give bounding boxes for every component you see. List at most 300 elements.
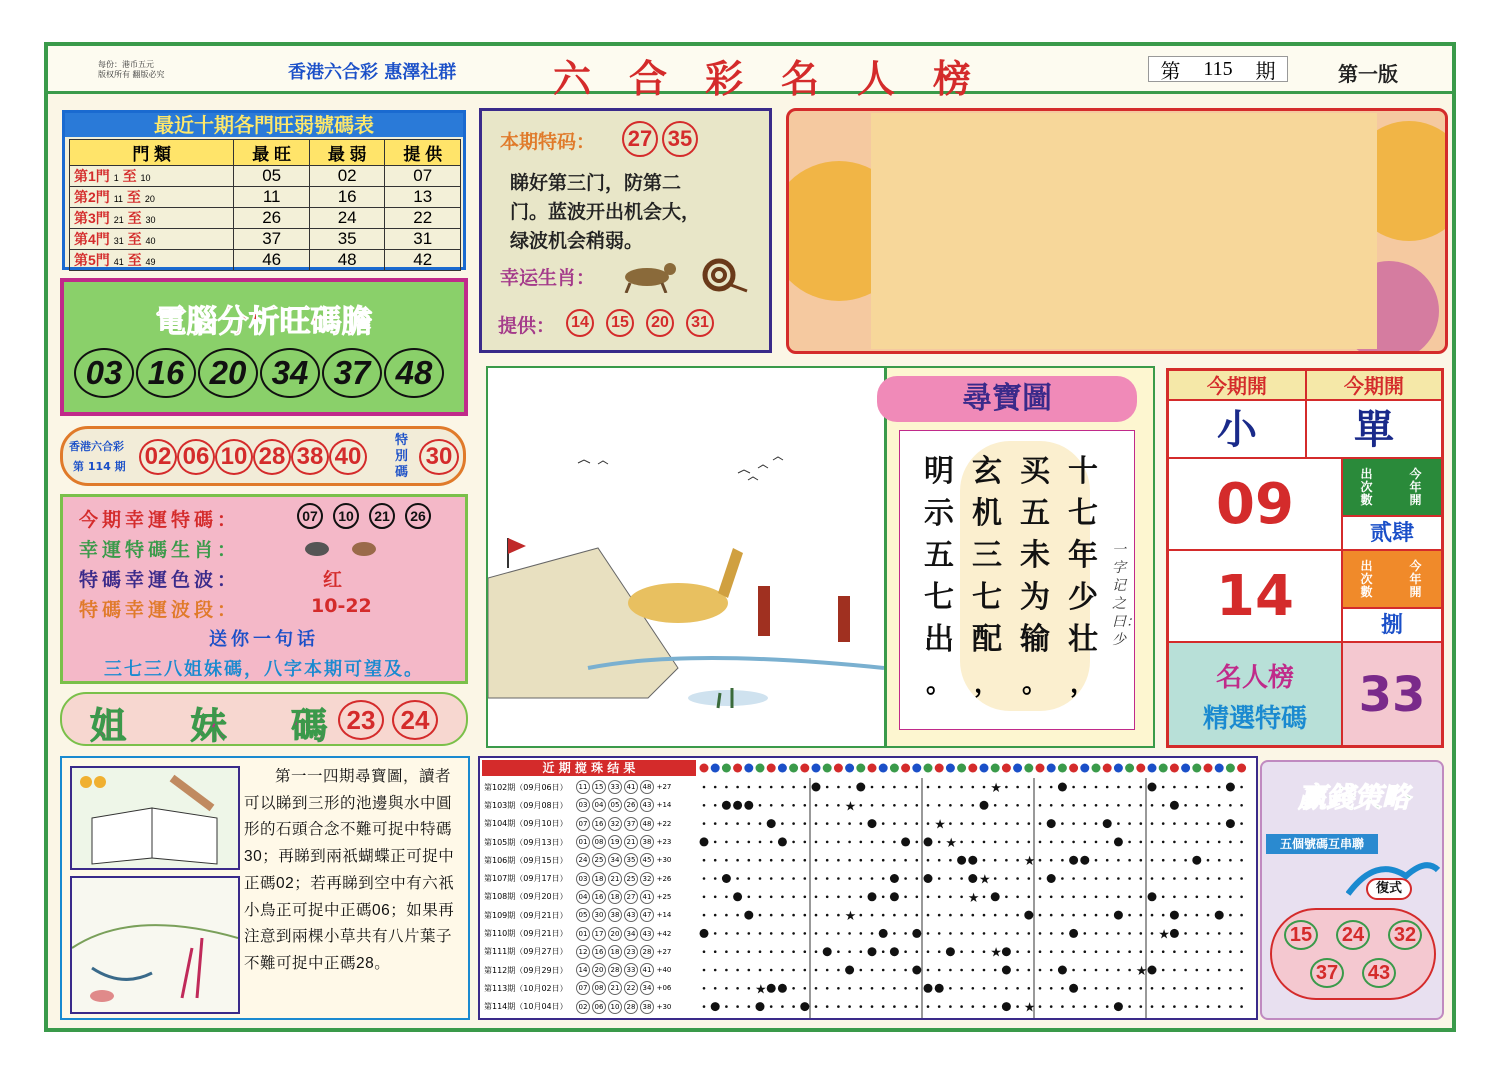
grid-dot [1028, 896, 1031, 899]
grid-dot [770, 969, 773, 972]
grid-dot [1039, 1005, 1042, 1008]
drawn-mark [1114, 837, 1123, 846]
provide-label: 提供： [498, 315, 556, 337]
grid-dot [1173, 877, 1176, 880]
grid-dot [860, 932, 863, 935]
grid-dot [1084, 786, 1087, 789]
drawn-mark [868, 819, 877, 828]
header-ball [980, 764, 989, 773]
grid-dot [1207, 804, 1210, 807]
grid-dot [960, 1005, 963, 1008]
grid-dot [916, 822, 919, 825]
grid-dot [748, 896, 751, 899]
grid-dot [1173, 969, 1176, 972]
header-ball [1125, 764, 1134, 773]
header-ball [901, 764, 910, 773]
header-ball [1159, 764, 1168, 773]
result-row [484, 815, 696, 833]
grid-dot [1005, 932, 1008, 935]
phrase-text: 三七三八姐妹碼，八字本期可望及。 [104, 659, 424, 680]
grid-dot [1173, 822, 1176, 825]
result-ball: 16 [592, 945, 606, 959]
header-ball [924, 764, 933, 773]
drawn-mark [845, 966, 854, 975]
grid-dot [1140, 950, 1143, 953]
grid-dot [1240, 841, 1243, 844]
grid-dot [848, 896, 851, 899]
page-title: 六合彩名人榜 [553, 56, 1010, 101]
grid-dot [736, 987, 739, 990]
grid-dot [1207, 914, 1210, 917]
grid-dot [1128, 914, 1131, 917]
grid-dot [882, 859, 885, 862]
grid-dot [960, 877, 963, 880]
drawn-mark [733, 892, 742, 901]
result-ball: +26 [656, 874, 672, 883]
book-icon [70, 766, 240, 870]
grid-dot [1229, 1005, 1232, 1008]
grid-dot [960, 932, 963, 935]
grid-dot [725, 987, 728, 990]
header-ball [778, 764, 787, 773]
grid-dot [1229, 859, 1232, 862]
header-ball [733, 764, 742, 773]
strategy-mode: 復式 [1366, 878, 1412, 900]
grid-dot [837, 914, 840, 917]
result-ball: 16 [592, 817, 606, 831]
grid-dot [792, 896, 795, 899]
header-ball [789, 764, 798, 773]
drawn-mark [1192, 856, 1201, 865]
grid-dot [1050, 896, 1053, 899]
grid-dot [1050, 950, 1053, 953]
grid-dot [1005, 841, 1008, 844]
strategy-number: 15 [1284, 920, 1318, 950]
grid-dot [714, 932, 717, 935]
grid-dot [725, 969, 728, 972]
result-ball: +25 [656, 892, 672, 901]
grid-dot [826, 786, 829, 789]
grid-dot [826, 1005, 829, 1008]
grid-dot [916, 914, 919, 917]
special-mark: ★ [1158, 927, 1170, 943]
special-mark: ★ [979, 872, 991, 888]
result-ball: 02 [576, 1000, 590, 1014]
grid-dot [1005, 987, 1008, 990]
header-ball [1215, 764, 1224, 773]
computer-number: 48 [384, 348, 444, 398]
grid-dot [1162, 914, 1165, 917]
grid-dot [938, 841, 941, 844]
result-row [484, 924, 696, 942]
grid-dot [1207, 877, 1210, 880]
grid-dot [927, 859, 930, 862]
result-ball: 35 [624, 853, 638, 867]
grid-dot [1117, 877, 1120, 880]
grid-dot [972, 914, 975, 917]
edition-label: 第一版 [1338, 62, 1398, 86]
grid-dot [904, 786, 907, 789]
grid-dot [893, 1005, 896, 1008]
result-ball: 08 [592, 835, 606, 849]
poem-punct: 。 [1022, 669, 1049, 699]
grid-dot [804, 822, 807, 825]
drawn-mark [733, 801, 742, 810]
grid-dot [882, 841, 885, 844]
grid-dot [1072, 969, 1075, 972]
drawn-mark [1002, 1002, 1011, 1011]
grid-dot [837, 822, 840, 825]
grid-dot [1207, 896, 1210, 899]
special-mark: ★ [934, 817, 946, 833]
computer-number: 16 [136, 348, 196, 398]
result-period: 第102期（09月06日） [484, 782, 568, 792]
grid-dot [994, 1005, 997, 1008]
header-ball [957, 764, 966, 773]
grid-dot [815, 987, 818, 990]
special-numbers [622, 121, 698, 157]
grid-dot [848, 841, 851, 844]
grid-dot [983, 932, 986, 935]
grid-dot [938, 786, 941, 789]
table-row: 第2門 11 至 20 11 16 13 [70, 187, 461, 208]
grid-dot [1207, 841, 1210, 844]
result-ball: 30 [592, 908, 606, 922]
grid-dot [1240, 859, 1243, 862]
header-ball [1058, 764, 1067, 773]
grid-dot [1117, 786, 1120, 789]
grid-dot [1016, 841, 1019, 844]
grid-dot [781, 950, 784, 953]
draw-number: 38 [291, 439, 329, 475]
grid-dot [893, 932, 896, 935]
grid-dot [748, 822, 751, 825]
grid-dot [1084, 877, 1087, 880]
grid-dot [882, 822, 885, 825]
header-ball [1114, 764, 1123, 773]
header-ball [1148, 764, 1157, 773]
grid-dot [960, 841, 963, 844]
grid-dot [949, 987, 952, 990]
grid-dot [1162, 969, 1165, 972]
grid-dot [1106, 877, 1109, 880]
grid-dot [1117, 822, 1120, 825]
grid-dot [1128, 932, 1131, 935]
grid-dot [1106, 841, 1109, 844]
grid-dot [882, 969, 885, 972]
header-ball [767, 764, 776, 773]
grid-dot [949, 914, 952, 917]
header-ball [834, 764, 843, 773]
grid-dot [1106, 969, 1109, 972]
provide-number: 14 [566, 309, 594, 337]
grid-dot [1229, 969, 1232, 972]
grid-dot [837, 950, 840, 953]
grid-dot [826, 877, 829, 880]
hot-number: 14 [1168, 550, 1342, 642]
drawn-mark [823, 947, 832, 956]
grid-dot [815, 950, 818, 953]
header-ball [1226, 764, 1235, 773]
result-ball: 25 [592, 853, 606, 867]
grid-dot [1095, 859, 1098, 862]
grid-dot [1106, 896, 1109, 899]
result-ball: 20 [592, 963, 606, 977]
grid-dot [1207, 950, 1210, 953]
count-header: 出次數 今年開 [1342, 458, 1442, 516]
grid-dot [714, 969, 717, 972]
grid-dot [1106, 786, 1109, 789]
computer-number: 20 [198, 348, 258, 398]
drawn-mark [1069, 929, 1078, 938]
grid-dot [1229, 950, 1232, 953]
grid-dot [815, 804, 818, 807]
grid-dot [1106, 1005, 1109, 1008]
header-ball [856, 764, 865, 773]
grid-dot [804, 786, 807, 789]
drawn-mark [1148, 966, 1157, 975]
header-ball [1170, 764, 1179, 773]
count-value: 捌 [1342, 608, 1442, 642]
grid-dot [1140, 932, 1143, 935]
grid-dot [714, 950, 717, 953]
result-ball: 22 [624, 981, 638, 995]
drawn-mark [800, 1002, 809, 1011]
grid-dot [837, 841, 840, 844]
grid-dot [1084, 987, 1087, 990]
grid-dot [1028, 841, 1031, 844]
grid-dot [1173, 950, 1176, 953]
grid-dot [1050, 987, 1053, 990]
grid-dot [871, 987, 874, 990]
grid-dot [714, 786, 717, 789]
grid-dot [1005, 877, 1008, 880]
result-ball: 28 [624, 1000, 638, 1014]
result-ball: 38 [608, 908, 622, 922]
grid-dot [860, 914, 863, 917]
grid-dot [860, 987, 863, 990]
grid-dot [904, 804, 907, 807]
grid-dot [1207, 822, 1210, 825]
grid-dot [1196, 786, 1199, 789]
grid-dot [893, 804, 896, 807]
grid-dot [1095, 841, 1098, 844]
result-ball: +30 [656, 856, 672, 865]
grid-dot [714, 841, 717, 844]
drawn-mark [991, 892, 1000, 901]
grid-dot [792, 822, 795, 825]
grid-dot [1106, 914, 1109, 917]
table-row: 第3門 21 至 30 26 24 22 [70, 208, 461, 229]
grid-dot [1084, 914, 1087, 917]
grid-dot [759, 969, 762, 972]
drawn-mark [812, 783, 821, 792]
drawn-mark [1047, 819, 1056, 828]
grid-dot [1229, 914, 1232, 917]
grid-dot [703, 896, 706, 899]
strategy-number: 37 [1310, 958, 1344, 988]
grid-dot [1196, 896, 1199, 899]
header-ball [868, 764, 877, 773]
grid-dot [1173, 859, 1176, 862]
pig-icon [349, 539, 379, 561]
lucky-number: 26 [405, 503, 431, 529]
results-title: 近 期 搅 珠 结 果 [482, 760, 696, 776]
drawn-mark [1170, 801, 1179, 810]
grid-dot [1128, 987, 1131, 990]
grid-dot [1140, 841, 1143, 844]
result-ball: 24 [576, 853, 590, 867]
grid-dot [1184, 859, 1187, 862]
grid-dot [815, 841, 818, 844]
grid-dot [860, 1005, 863, 1008]
grid-dot [916, 896, 919, 899]
grid-dot [893, 859, 896, 862]
result-period: 第105期（09月13日） [484, 837, 568, 847]
grid-dot [1005, 786, 1008, 789]
special-number: 35 [662, 121, 698, 157]
result-ball: 41 [624, 780, 638, 794]
grid-dot [1039, 950, 1042, 953]
grid-dot [1207, 969, 1210, 972]
grid-dot [893, 914, 896, 917]
result-ball: 10 [608, 1000, 622, 1014]
grid-dot [759, 877, 762, 880]
grid-dot [1095, 950, 1098, 953]
today-header: 今期開 [1168, 370, 1306, 400]
grid-dot [994, 804, 997, 807]
grid-dot [893, 969, 896, 972]
grid-dot [949, 1005, 952, 1008]
grid-dot [1084, 969, 1087, 972]
grid-dot [792, 786, 795, 789]
drawn-mark [1215, 911, 1224, 920]
header-ball [946, 764, 955, 773]
special-code-label: 特別碼 [395, 433, 409, 480]
header-ball [1069, 764, 1078, 773]
grid-dot [1050, 859, 1053, 862]
grid-dot [1128, 969, 1131, 972]
grid-dot [1106, 987, 1109, 990]
grid-dot [927, 896, 930, 899]
grid-dot [1016, 804, 1019, 807]
grid-dot [1106, 950, 1109, 953]
grid-dot [916, 786, 919, 789]
result-ball: 08 [592, 981, 606, 995]
grid-dot [1140, 896, 1143, 899]
grid-dot [1106, 804, 1109, 807]
grid-dot [792, 969, 795, 972]
grid-dot [1151, 804, 1154, 807]
result-ball: 32 [640, 872, 654, 886]
famous-box: 名人榜 精選特碼 [1168, 642, 1342, 746]
grid-dot [1005, 859, 1008, 862]
lucky-label: 今期幸運特碼： [79, 509, 241, 531]
header-bar [48, 46, 1452, 101]
grid-dot [960, 950, 963, 953]
grid-dot [770, 1005, 773, 1008]
grid-dot [837, 896, 840, 899]
result-ball: +27 [656, 783, 672, 792]
grid-dot [904, 914, 907, 917]
header-ball [912, 764, 921, 773]
grid-dot [725, 786, 728, 789]
grid-dot [1028, 987, 1031, 990]
grid-dot [916, 950, 919, 953]
grid-dot [960, 896, 963, 899]
grid-dot [826, 969, 829, 972]
grid-dot [759, 932, 762, 935]
result-ball: 20 [608, 927, 622, 941]
today-size: 小 [1168, 400, 1306, 458]
hint-text: 第一一四期尋寶圖，讀者可以睇到三形的池邊與水中圓形的石頭合念不難可捉中特碼30；再睇到兩祇蝴蝶正可捉中正碼02；若再睇到空中有六祇小鳥正可捉中正碼06；如果再注意到兩棵小草共有八片葉子不難可捉中正碼28。 [244, 768, 455, 972]
header-ball [711, 764, 720, 773]
poem-box [899, 430, 1140, 730]
grid-dot [1005, 822, 1008, 825]
grid-dot [1016, 877, 1019, 880]
drawn-mark [946, 947, 955, 956]
grid-dot [781, 786, 784, 789]
drawn-mark [711, 1002, 720, 1011]
grid-dot [1016, 859, 1019, 862]
grid-dot [871, 914, 874, 917]
result-ball: 43 [640, 798, 654, 812]
result-ball: +40 [656, 966, 672, 975]
banner-blank-area [871, 113, 1377, 349]
grid-dot [1184, 932, 1187, 935]
grid-dot [1218, 896, 1221, 899]
header-ball [823, 764, 832, 773]
grid-dot [1128, 786, 1131, 789]
grid-dot [1128, 1005, 1131, 1008]
grid-dot [904, 859, 907, 862]
grid-dot [1240, 822, 1243, 825]
grid-dot [837, 987, 840, 990]
table-row: 第1門 1 至 10 05 02 07 [70, 166, 461, 187]
grid-dot [893, 822, 896, 825]
grid-dot [960, 804, 963, 807]
grid-dot [1140, 804, 1143, 807]
grid-dot [972, 841, 975, 844]
result-row [484, 796, 696, 814]
grid-dot [1050, 841, 1053, 844]
strategy-number: 32 [1388, 920, 1422, 950]
grid-dot [972, 950, 975, 953]
special-mark: ★ [755, 982, 767, 998]
grid-dot [904, 950, 907, 953]
result-ball: 12 [576, 945, 590, 959]
grid-dot [1016, 969, 1019, 972]
poem-column: 玄机三七配 [972, 454, 1002, 657]
header-ball [800, 764, 809, 773]
grid-dot [916, 804, 919, 807]
grid-dot [815, 969, 818, 972]
grid-dot [1072, 950, 1075, 953]
draw-number: 40 [329, 439, 367, 475]
result-ball: +06 [656, 984, 672, 993]
grid-dot [1072, 786, 1075, 789]
result-ball: 32 [608, 817, 622, 831]
grid-dot [770, 786, 773, 789]
grid-dot [1050, 804, 1053, 807]
grid-dot [994, 877, 997, 880]
result-ball: 07 [576, 817, 590, 831]
grid-dot [1095, 969, 1098, 972]
grid-dot [1128, 804, 1131, 807]
computer-title: 電腦分析旺碼膽 [155, 304, 373, 340]
header-ball [756, 764, 765, 773]
header-ball [1002, 764, 1011, 773]
